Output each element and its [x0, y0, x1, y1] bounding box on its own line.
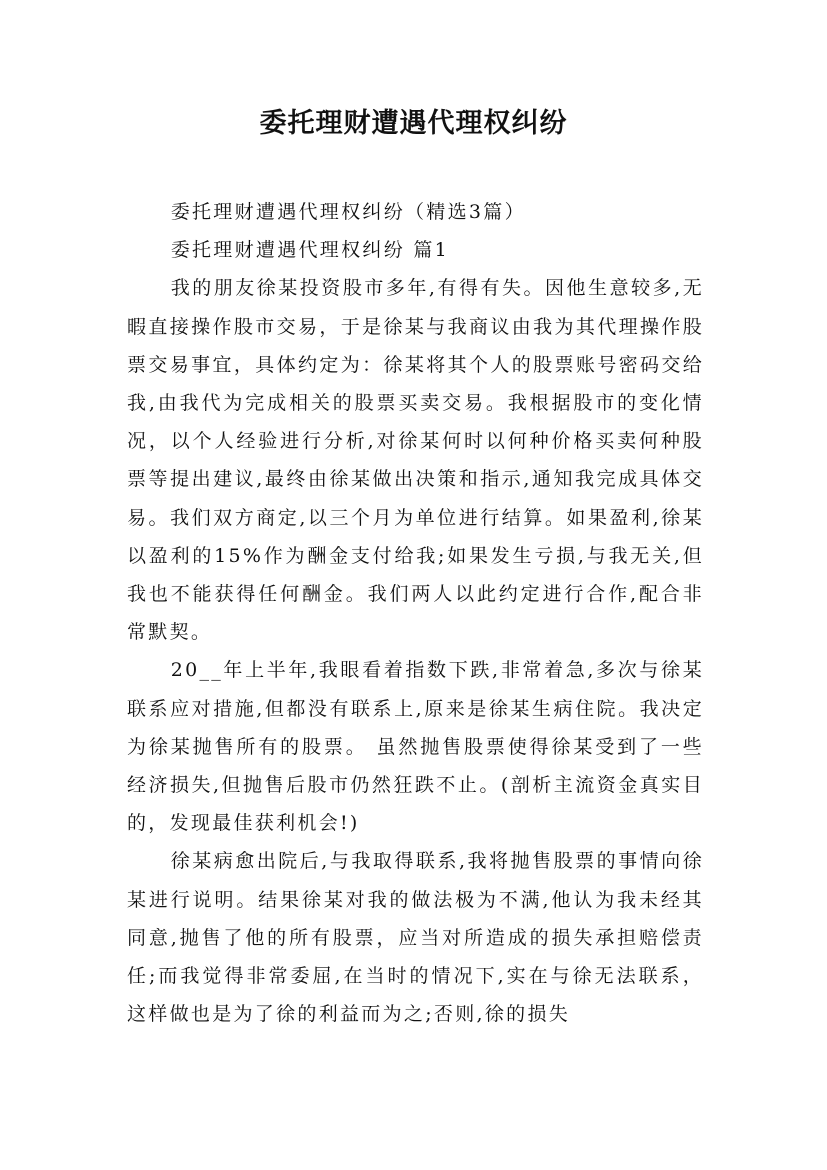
- document-body: [127, 193, 704, 1033]
- subtitle-paragraph: 委托理财遭遇代理权纠纷（精选3篇）: [170, 201, 526, 223]
- document-title: 委托理财遭遇代理权纠纷: [259, 108, 568, 139]
- body-paragraph: 20__年上半年,我眼看着指数下跌,非常着急,多次与徐某联系应对措施,但都没有联系上,原来是徐某生病住院。我决定为徐某抛售所有的股票。 虽然抛售股票使得徐某受到了一些经济损失,但抛售后股市仍然狂跌不止。(剖析主流资金真实目的，发现最佳获利机会!): [127, 659, 704, 835]
- section-heading: 委托理财遭遇代理权纠纷 篇1: [170, 239, 450, 262]
- body-paragraph: 我的朋友徐某投资股市多年,有得有失。因他生意较多,无暇直接操作股市交易，于是徐某与我商议由我为其代理操作股票交易事宜，具体约定为：徐某将其个人的股票账号密码交给我,由我代为完成相关的股票买卖交易。我根据股市的变化情况，以个人经验进行分析,对徐某何时以何种价格买卖何种股票等提出建议,最终由徐某做出决策和指示,通知我完成具体交易。我们双方商定,以三个月为单位进行结算。如果盈利,徐某以盈利的15%作为酬金支付给我;如果发生亏损,与我无关,但我也不能获得任何酬金。我们两人以此约定进行合作,配合非常默契。: [127, 277, 704, 644]
- body-paragraph: 徐某病愈出院后,与我取得联系,我将抛售股票的事情向徐某进行说明。结果徐某对我的做法极为不满,他认为我未经其同意,抛售了他的所有股票，应当对所造成的损失承担赔偿责任;而我觉得非常委屈,在当时的情况下,实在与徐无法联系，这样做也是为了徐的利益而为之;否则,徐的损失: [127, 850, 704, 1026]
